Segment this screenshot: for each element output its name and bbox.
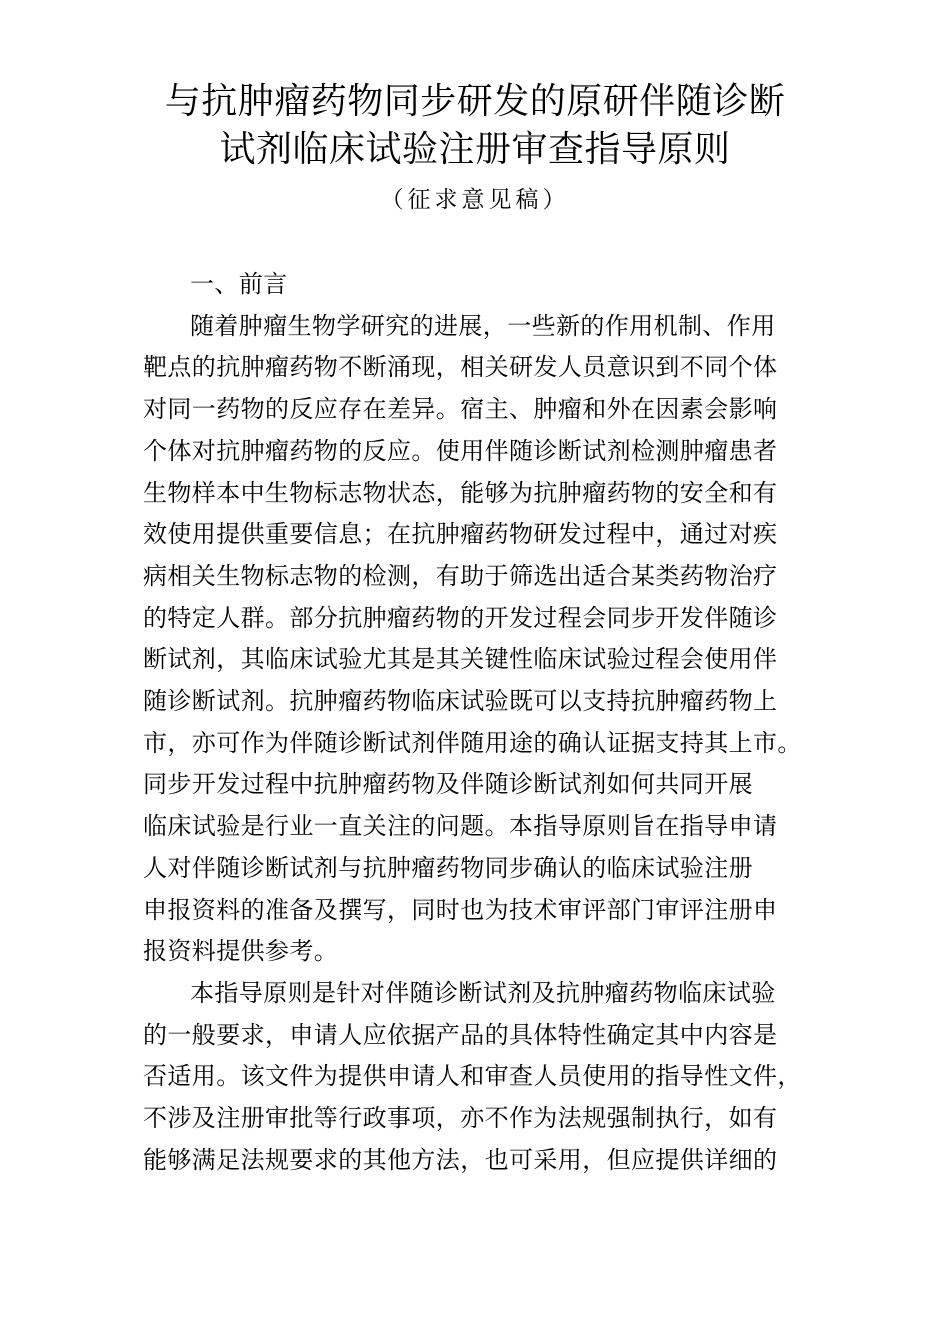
paragraph-line: 随着肿瘤生物学研究的进展，一些新的作用机制、作用 (190, 311, 776, 340)
paragraph-line: 报资料提供参考。 (143, 937, 339, 966)
paragraph-line: 病相关生物标志物的检测，有助于筛选出适合某类药物治疗 (143, 561, 778, 590)
paragraph-line: 的特定人群。部分抗肿瘤药物的开发过程会同步开发伴随诊 (143, 603, 778, 632)
paragraph-line: 的一般要求，申请人应依据产品的具体特性确定其中内容是 (143, 1020, 778, 1049)
paragraph-line: 否适用。该文件为提供申请人和审查人员使用的指导性文件， (143, 1062, 802, 1091)
paragraph-line: 生物样本中生物标志物状态，能够为抗肿瘤药物的安全和有 (143, 478, 778, 507)
paragraph-line: 申报资料的准备及撰写，同时也为技术审评部门审评注册申 (143, 895, 778, 924)
paragraph-line: 对同一药物的反应存在差异。宿主、肿瘤和外在因素会影响 (143, 395, 778, 424)
title-line-1: 与抗肿瘤药物同步研发的原研伴随诊断 (164, 81, 786, 122)
title-line-2: 试剂临床试验注册审查指导原则 (219, 129, 731, 170)
paragraph-line: 随诊断试剂。抗肿瘤药物临床试验既可以支持抗肿瘤药物上 (143, 687, 778, 716)
draft-subtitle: （征求意见稿） (380, 187, 570, 213)
paragraph-line: 效使用提供重要信息；在抗肿瘤药物研发过程中，通过对疾 (143, 520, 778, 549)
paragraph-line: 断试剂，其临床试验尤其是其关键性临床试验过程会使用伴 (143, 645, 778, 674)
paragraph-line: 市，亦可作为伴随诊断试剂伴随用途的确认证据支持其上市。 (143, 728, 802, 757)
section-heading: 一、前言 (190, 270, 288, 298)
document-title (0, 78, 950, 174)
paragraph-line: 临床试验是行业一直关注的问题。本指导原则旨在指导申请 (143, 812, 778, 841)
paragraph-line: 人对伴随诊断试剂与抗肿瘤药物同步确认的临床试验注册 (143, 853, 753, 882)
paragraph-line: 个体对抗肿瘤药物的反应。使用伴随诊断试剂检测肿瘤患者 (143, 436, 778, 465)
paragraph-line: 本指导原则是针对伴随诊断试剂及抗肿瘤药物临床试验 (190, 978, 776, 1007)
paragraph-line: 靶点的抗肿瘤药物不断涌现，相关研发人员意识到不同个体 (143, 353, 778, 382)
paragraph-line: 同步开发过程中抗肿瘤药物及伴随诊断试剂如何共同开展 (143, 770, 753, 799)
document-body (143, 264, 843, 1181)
paragraph-line: 能够满足法规要求的其他方法，也可采用，但应提供详细的 (143, 1145, 778, 1174)
paragraph-line: 不涉及注册审批等行政事项，亦不作为法规强制执行，如有 (143, 1104, 778, 1133)
